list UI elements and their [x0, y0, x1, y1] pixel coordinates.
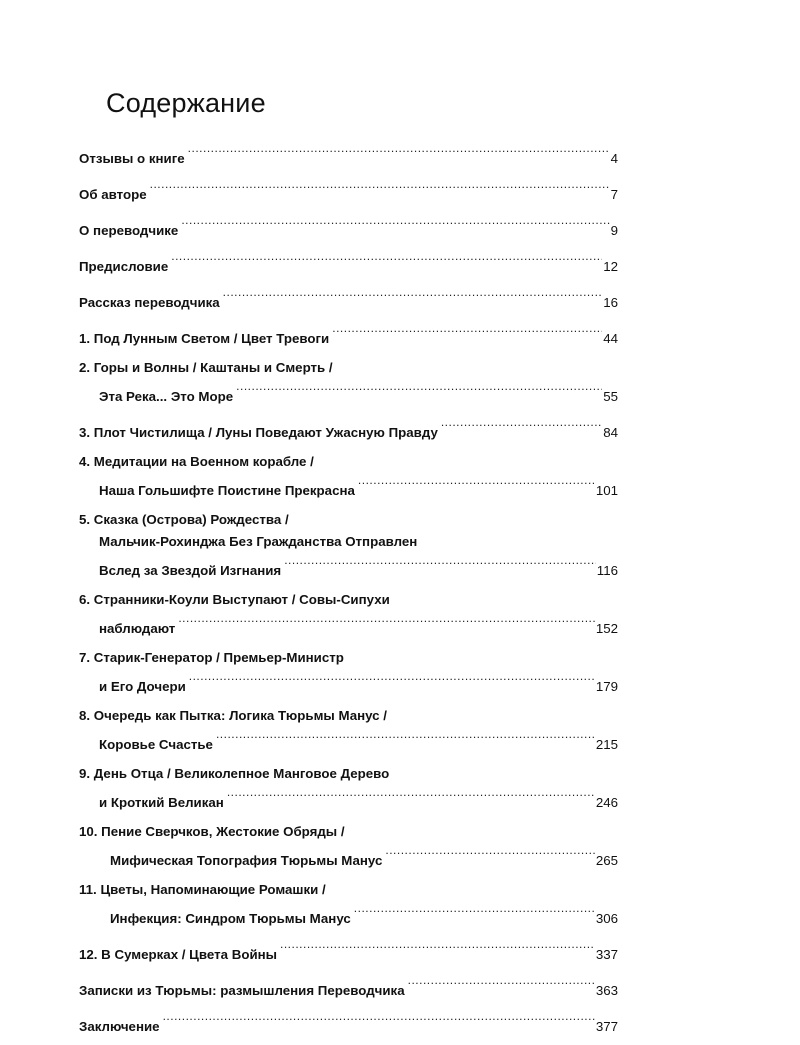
- toc-page-number: 215: [595, 737, 618, 752]
- table-of-contents: [79, 141, 618, 1045]
- toc-page-number: 337: [595, 947, 618, 962]
- toc-entry[interactable]: [79, 763, 618, 814]
- toc-page-number: 55: [603, 389, 618, 404]
- toc-page-number: 84: [603, 425, 618, 440]
- dot-leader: [223, 285, 603, 307]
- toc-entry-title: Инфекция: Синдром Тюрьмы Манус: [110, 911, 351, 926]
- toc-entry[interactable]: [79, 321, 618, 350]
- toc-entry-line: [79, 901, 618, 930]
- toc-entry[interactable]: [79, 647, 618, 698]
- dot-leader: [163, 1009, 595, 1031]
- toc-entry-title: 8. Очередь как Пытка: Логика Тюрьмы Манус /: [79, 708, 387, 723]
- toc-page-number: 363: [595, 983, 618, 998]
- dot-leader: [408, 973, 595, 995]
- toc-entry-title: 6. Странники-Коули Выступают / Совы-Сипухи: [79, 592, 390, 607]
- toc-entry-title: Об авторе: [79, 187, 147, 202]
- toc-page-number: 246: [595, 795, 618, 810]
- toc-page-number: 4: [610, 151, 618, 166]
- toc-entry-line: [79, 669, 618, 698]
- toc-page-number: 7: [610, 187, 618, 202]
- toc-entry-line: [79, 177, 618, 206]
- toc-entry-title: 10. Пение Сверчков, Жестокие Обряды /: [79, 824, 345, 839]
- toc-entry-title: и Его Дочери: [99, 679, 186, 694]
- toc-entry[interactable]: [79, 821, 618, 872]
- toc-page-number: 306: [595, 911, 618, 926]
- toc-entry-line: [79, 705, 618, 727]
- toc-entry-line: [79, 553, 618, 582]
- toc-entry-line: [79, 357, 618, 379]
- dot-leader: [284, 553, 596, 575]
- dot-leader: [216, 727, 595, 749]
- dot-leader: [236, 379, 602, 401]
- toc-entry-title: Рассказ переводчика: [79, 295, 220, 310]
- toc-page-number: 152: [595, 621, 618, 636]
- toc-entry-line: [79, 727, 618, 756]
- toc-page-number: 44: [603, 331, 618, 346]
- toc-entry[interactable]: [79, 879, 618, 930]
- toc-entry[interactable]: [79, 1009, 618, 1038]
- toc-entry[interactable]: [79, 509, 618, 582]
- toc-page-number: 16: [603, 295, 618, 310]
- toc-entry-line: [79, 531, 618, 553]
- toc-entry-line: [79, 785, 618, 814]
- dot-leader: [441, 415, 602, 437]
- dot-leader: [354, 901, 595, 923]
- toc-entry[interactable]: [79, 589, 618, 640]
- dot-leader: [189, 669, 595, 691]
- toc-entry-line: [79, 1009, 618, 1038]
- toc-entry-line: [79, 321, 618, 350]
- dot-leader: [181, 213, 609, 235]
- toc-entry-title: Заключение: [79, 1019, 160, 1034]
- toc-page-number: 265: [595, 853, 618, 868]
- toc-entry-title: Отзывы о книге: [79, 151, 185, 166]
- toc-entry-line: [79, 451, 618, 473]
- toc-entry-line: [79, 843, 618, 872]
- toc-entry-line: [79, 821, 618, 843]
- toc-entry-title: О переводчике: [79, 223, 179, 238]
- toc-entry-line: [79, 763, 618, 785]
- toc-entry-title: 11. Цветы, Напоминающие Ромашки /: [79, 882, 326, 897]
- toc-entry-line: [79, 647, 618, 669]
- toc-entry-line: [79, 879, 618, 901]
- toc-entry-line: [79, 509, 618, 531]
- toc-entry[interactable]: [79, 141, 618, 170]
- toc-entry[interactable]: [79, 249, 618, 278]
- toc-entry[interactable]: [79, 415, 618, 444]
- toc-page-number: 179: [595, 679, 618, 694]
- dot-leader: [332, 321, 602, 343]
- toc-entry[interactable]: [79, 285, 618, 314]
- toc-entry-title: Вслед за Звездой Изгнания: [99, 563, 282, 578]
- dot-leader: [171, 249, 602, 271]
- toc-entry-line: [79, 611, 618, 640]
- toc-entry-title: наблюдают: [99, 621, 176, 636]
- toc-entry[interactable]: [79, 177, 618, 206]
- toc-entry-title: 12. В Сумерках / Цвета Войны: [79, 947, 277, 962]
- toc-entry-line: [79, 213, 618, 242]
- toc-entry-line: [79, 285, 618, 314]
- toc-page-number: 116: [596, 563, 618, 578]
- page-title: Содержание: [106, 88, 266, 118]
- dot-leader: [358, 473, 595, 495]
- toc-entry[interactable]: [79, 451, 618, 502]
- dot-leader: [178, 611, 595, 633]
- toc-entry-title: 2. Горы и Волны / Каштаны и Смерть /: [79, 360, 333, 375]
- toc-entry-line: [79, 379, 618, 408]
- toc-entry-title: Мальчик-Рохинджа Без Гражданства Отправлен: [99, 534, 418, 549]
- toc-entry-title: 4. Медитации на Военном корабле /: [79, 454, 314, 469]
- toc-entry[interactable]: [79, 973, 618, 1002]
- dot-leader: [227, 785, 595, 807]
- toc-entry[interactable]: [79, 357, 618, 408]
- toc-entry-title: Записки из Тюрьмы: размышления Переводчика: [79, 983, 405, 998]
- dot-leader: [188, 141, 610, 163]
- toc-entry-title: Наша Гольшифте Поистине Прекрасна: [99, 483, 355, 498]
- toc-entry-line: [79, 937, 618, 966]
- toc-entry-title: Эта Река... Это Море: [99, 389, 234, 404]
- toc-page-number: 9: [610, 223, 618, 238]
- toc-entry-line: [79, 141, 618, 170]
- dot-leader: [385, 843, 594, 865]
- toc-page-number: 377: [595, 1019, 618, 1034]
- toc-entry[interactable]: [79, 213, 618, 242]
- toc-entry-line: [79, 249, 618, 278]
- toc-entry-line: [79, 473, 618, 502]
- toc-entry-line: [79, 415, 618, 444]
- toc-entry-title: Мифическая Топография Тюрьмы Манус: [110, 853, 383, 868]
- dot-leader: [150, 177, 610, 199]
- toc-page-number: 12: [603, 259, 618, 274]
- toc-page-number: 101: [595, 483, 618, 498]
- toc-entry-line: [79, 589, 618, 611]
- toc-entry-title: 9. День Отца / Великолепное Манговое Дерево: [79, 766, 390, 781]
- toc-entry-line: [79, 973, 618, 1002]
- toc-entry-title: 3. Плот Чистилища / Луны Поведают Ужасную Правду: [79, 425, 438, 440]
- toc-entry[interactable]: [79, 705, 618, 756]
- toc-entry-title: 7. Старик-Генератор / Премьер-Министр: [79, 650, 344, 665]
- toc-entry[interactable]: [79, 937, 618, 966]
- toc-entry-title: Предисловие: [79, 259, 169, 274]
- toc-entry-title: Коровье Счастье: [99, 737, 213, 752]
- toc-entry-title: 5. Сказка (Острова) Рождества /: [79, 512, 289, 527]
- toc-entry-title: 1. Под Лунным Светом / Цвет Тревоги: [79, 331, 330, 346]
- toc-entry-title: и Кроткий Великан: [99, 795, 224, 810]
- dot-leader: [280, 937, 595, 959]
